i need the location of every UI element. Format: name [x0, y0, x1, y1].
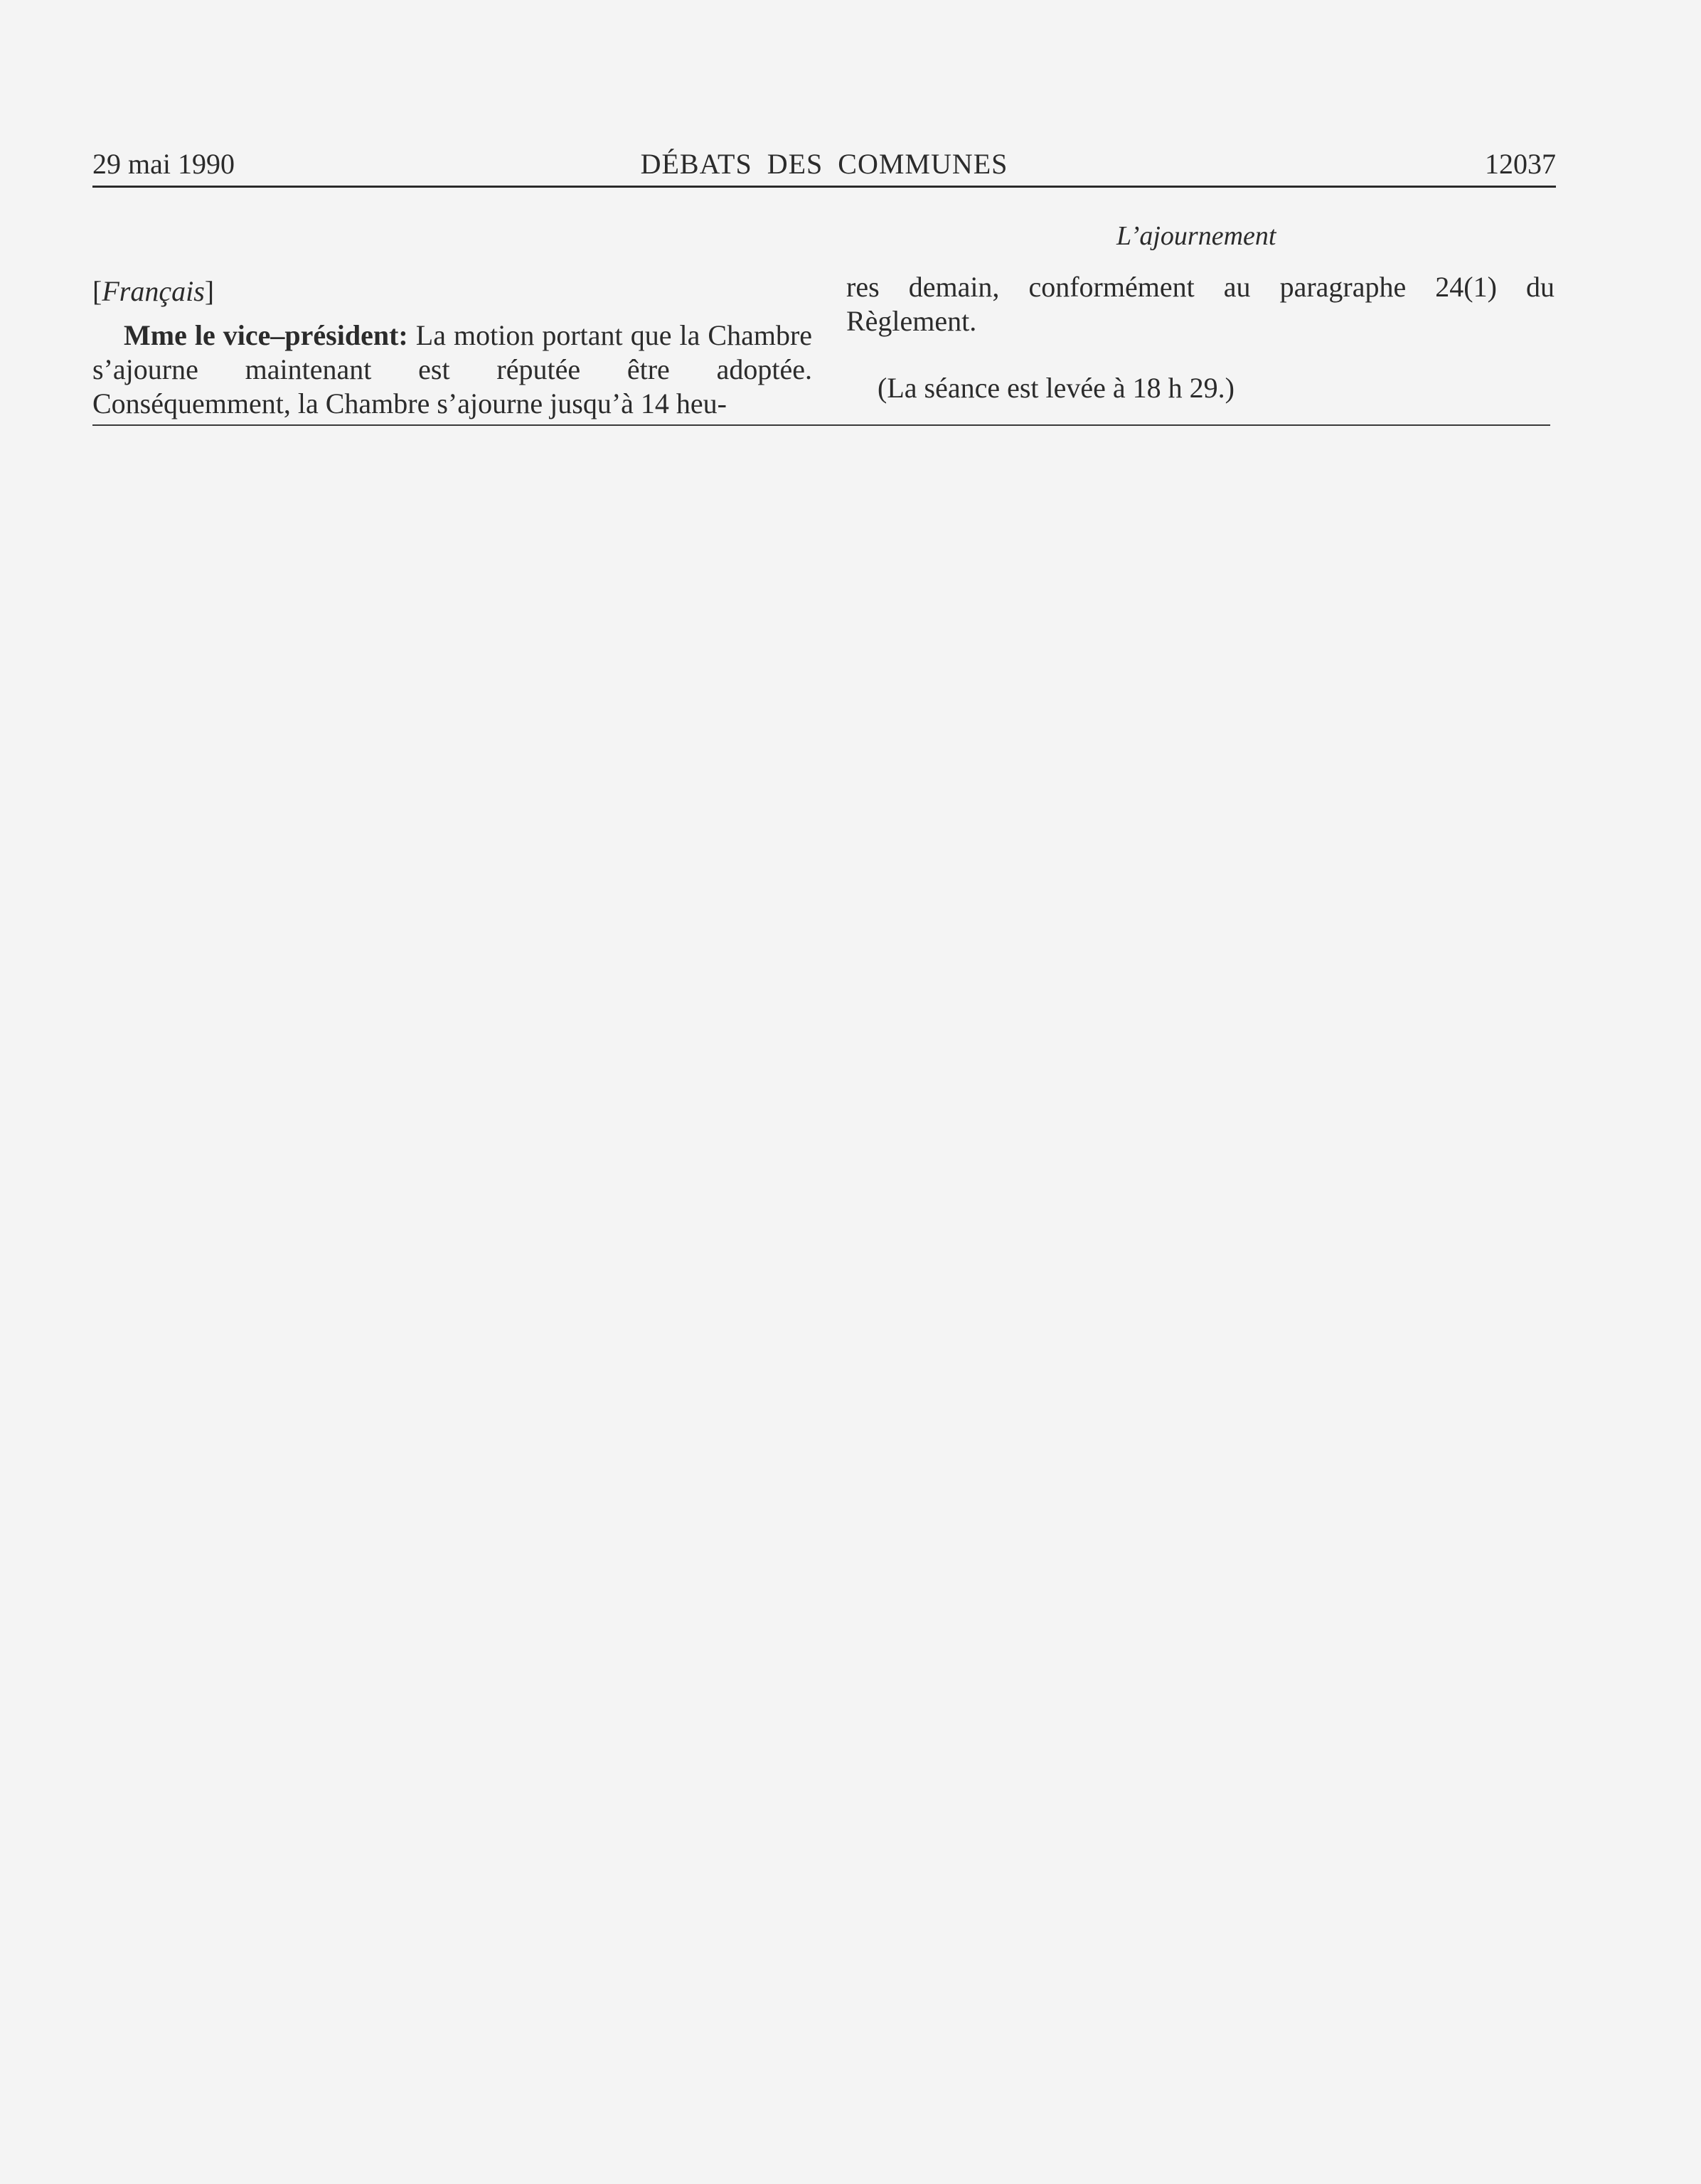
header-title: DÉBATS DES COMMUNES	[640, 148, 1008, 180]
header-rule	[92, 186, 1556, 188]
header-date: 29 mai 1990	[92, 148, 235, 180]
speech-text: La motion portant que la Chambre s’ajourne maintenant est réputée être adoptée. Conséquemment, la Chambre s’ajourne jusqu’à 14 heu-	[92, 319, 813, 419]
speaker-name: Mme le vice–président:	[124, 319, 408, 351]
speech-continuation: res demain, conformément au paragraphe 24(1) du Règlement.	[846, 271, 1555, 337]
speech-paragraph	[92, 318, 812, 421]
page-number: 12037	[1485, 148, 1556, 180]
adjournment-note: (La séance est levée à 18 h 29.)	[878, 372, 1235, 404]
language-tag-text: Français	[102, 275, 205, 307]
left-column	[92, 274, 812, 421]
running-head	[92, 142, 1556, 186]
language-tag: [Français]	[92, 275, 215, 307]
section-label: L’ajournement	[1116, 221, 1276, 251]
end-rule	[92, 424, 1550, 426]
right-column	[846, 270, 1555, 405]
